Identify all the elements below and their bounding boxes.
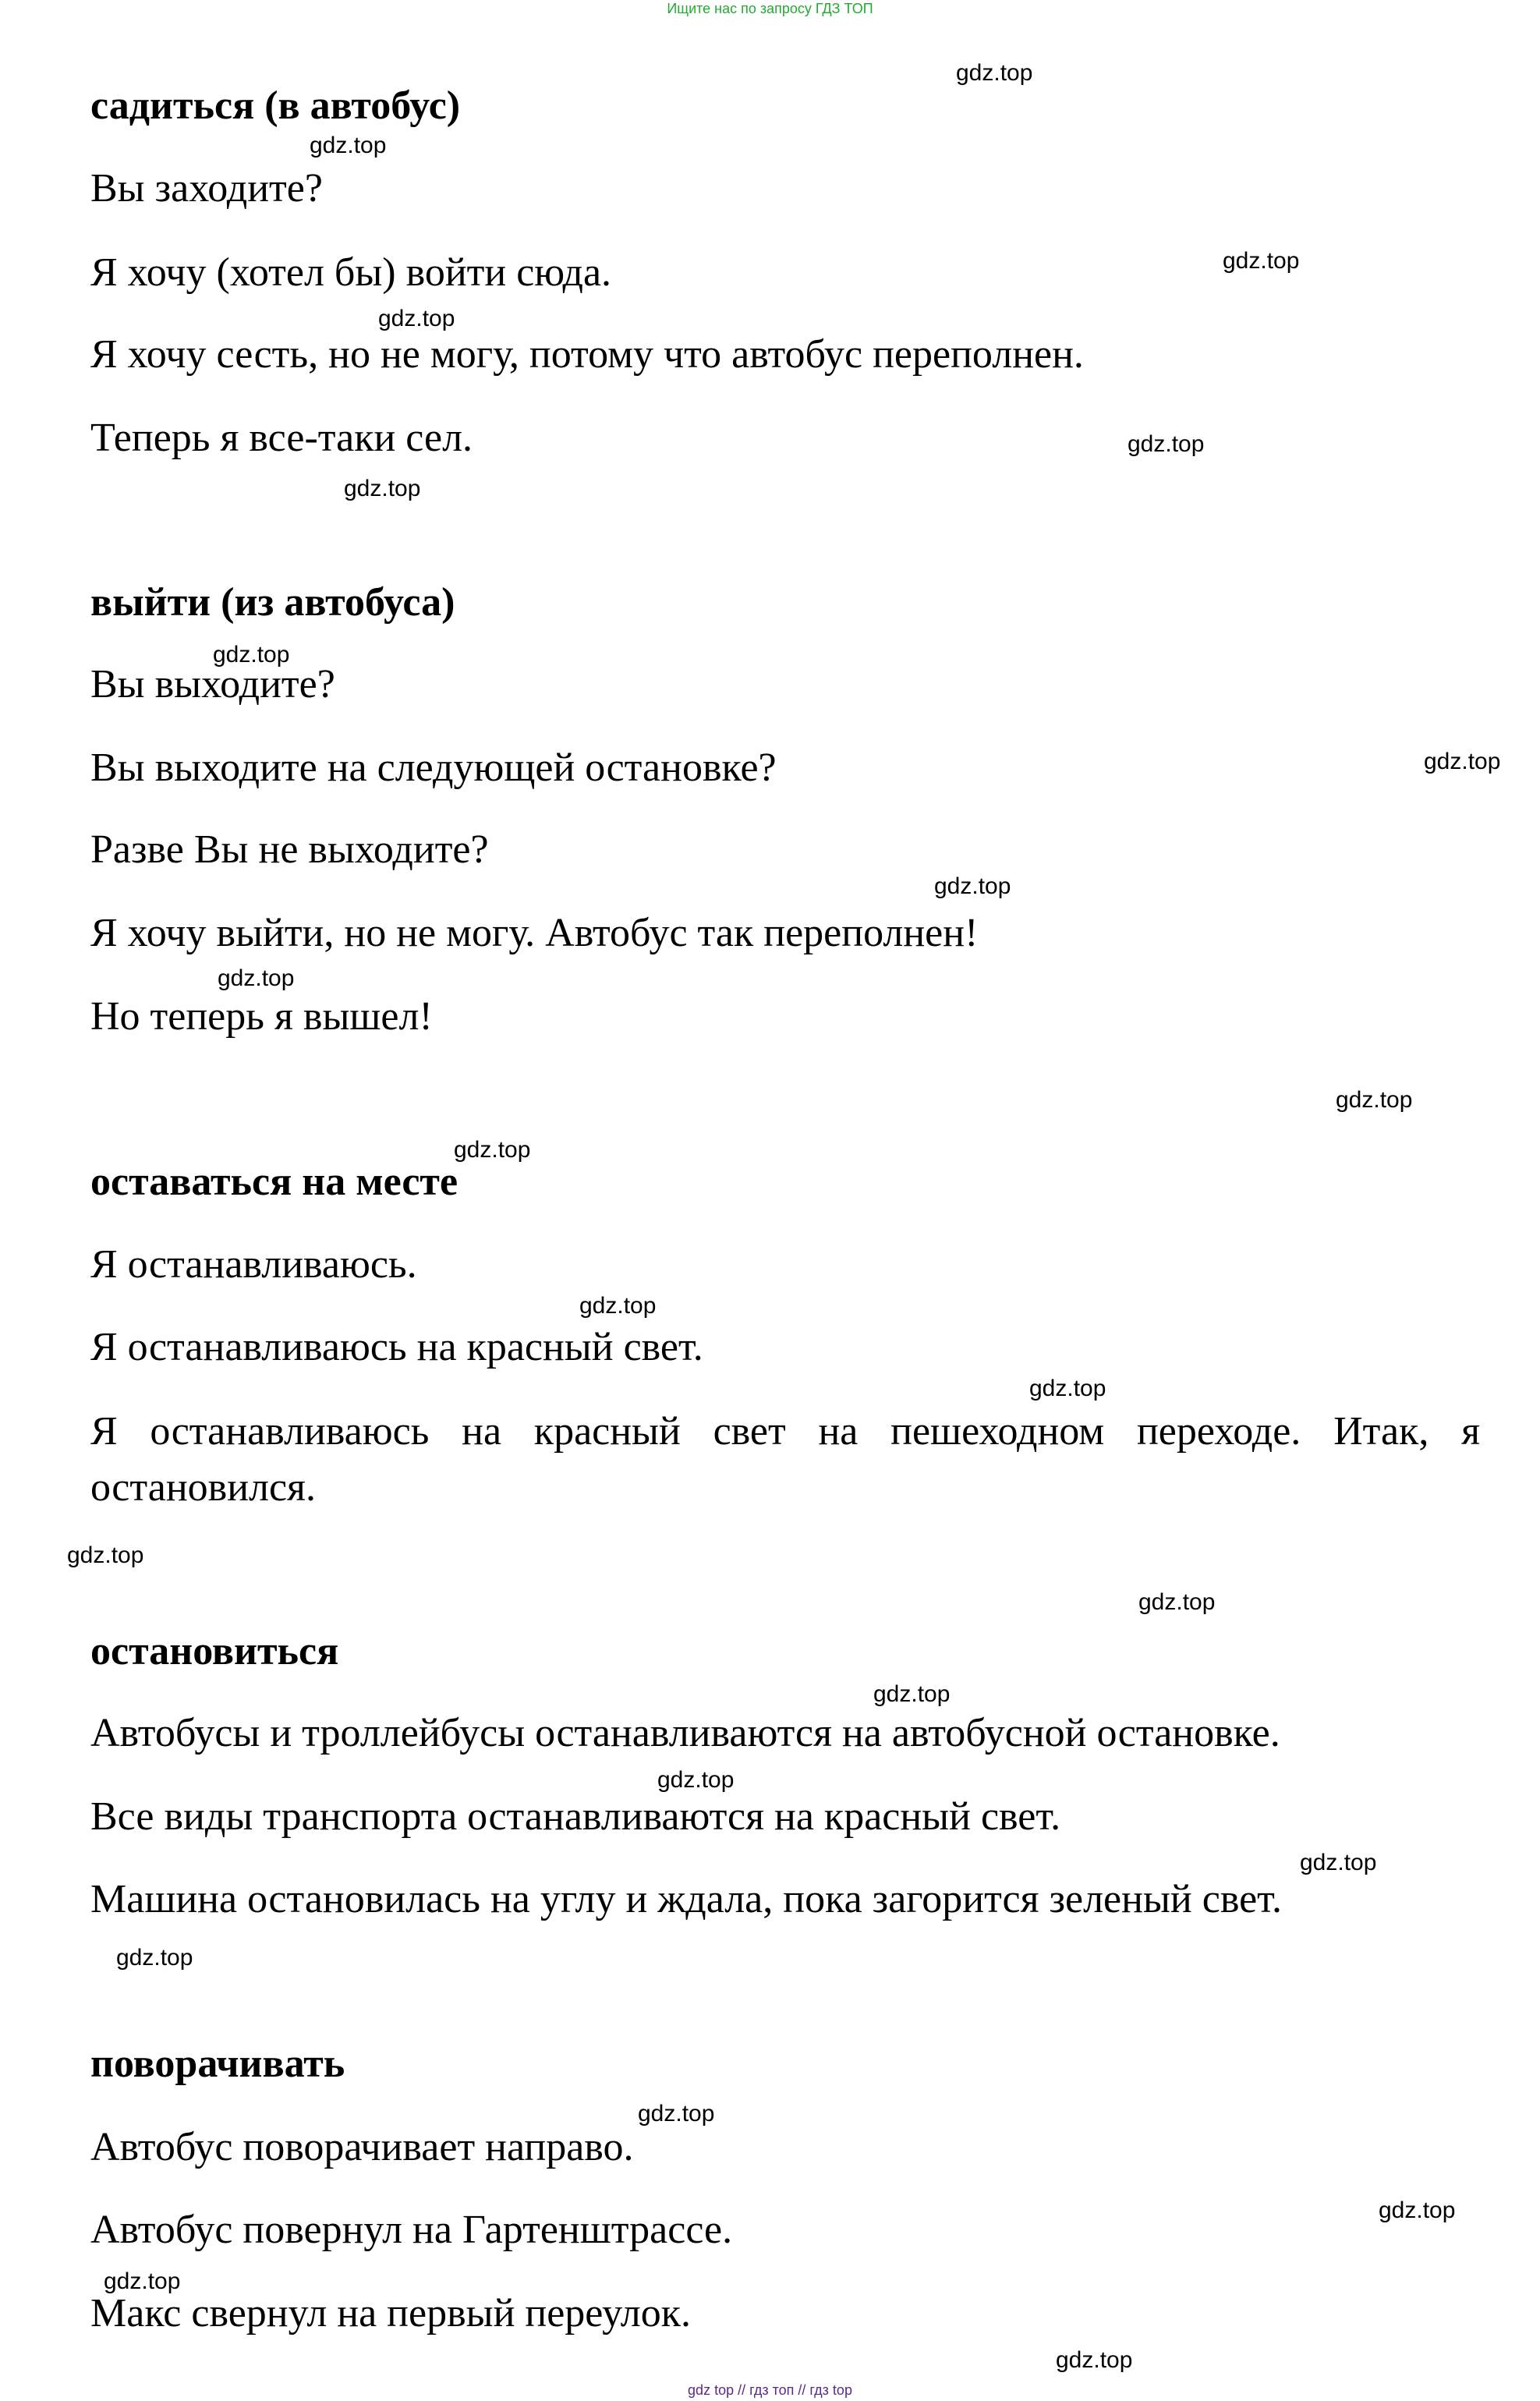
sentence: Но теперь я вышел! bbox=[90, 994, 433, 1039]
watermark: gdz.top bbox=[579, 1293, 657, 1319]
sentence: Вы выходите? bbox=[90, 662, 335, 706]
watermark: gdz.top bbox=[454, 1137, 531, 1163]
sentence: Я хочу выйти, но не могу. Автобус так переполнен! bbox=[90, 911, 979, 955]
sentence: Я останавливаюсь на красный свет. bbox=[90, 1325, 703, 1369]
section-heading: поворачивать bbox=[90, 2042, 345, 2086]
sentence: Вы заходите? bbox=[90, 166, 323, 211]
sentence: Автобус поворачивает направо. bbox=[90, 2125, 634, 2169]
watermark: gdz.top bbox=[218, 965, 295, 991]
watermark: gdz.top bbox=[657, 1767, 735, 1793]
watermark: gdz.top bbox=[1056, 2347, 1133, 2373]
section-heading: садиться (в автобус) bbox=[90, 83, 461, 128]
sentence: Вы выходите на следующей остановке? bbox=[90, 745, 777, 790]
section-heading: выйти (из автобуса) bbox=[90, 580, 455, 625]
sentence: Автобусы и троллейбусы останавливаются на автобусной остановке. bbox=[90, 1711, 1280, 1755]
watermark: gdz.top bbox=[344, 476, 421, 501]
sentence: Автобус повернул на Гартенштрассе. bbox=[90, 2208, 733, 2252]
sentence-paragraph: Я останавливаюсь на красный свет на пешеходном переходе. Итак, я остановился. bbox=[90, 1409, 1480, 1510]
sentence: Разве Вы не выходите? bbox=[90, 827, 489, 872]
sentence: Машина остановилась на углу и ждала, пока загорится зеленый свет. bbox=[90, 1877, 1282, 1921]
sentence: Макс свернул на первый переулок. bbox=[90, 2291, 692, 2335]
watermark: gdz.top bbox=[378, 306, 455, 331]
watermark: gdz.top bbox=[67, 1542, 144, 1568]
watermark: gdz.top bbox=[1029, 1376, 1106, 1401]
watermark: gdz.top bbox=[1300, 1850, 1377, 1875]
top-note: Ищите нас по запросу ГДЗ ТОП bbox=[667, 1, 873, 16]
watermark: gdz.top bbox=[213, 642, 290, 668]
watermark: gdz.top bbox=[1424, 749, 1501, 774]
watermark: gdz.top bbox=[104, 2268, 181, 2294]
watermark: gdz.top bbox=[873, 1681, 951, 1707]
watermark: gdz.top bbox=[1223, 248, 1300, 274]
watermark: gdz.top bbox=[638, 2101, 715, 2127]
sentence: Все виды транспорта останавливаются на красный свет. bbox=[90, 1794, 1061, 1839]
watermark: gdz.top bbox=[934, 873, 1011, 899]
footer-links: gdz top // гдз топ // гдз top bbox=[688, 2382, 852, 2398]
sentence: Я останавливаюсь. bbox=[90, 1242, 417, 1287]
section-heading: оставаться на месте bbox=[90, 1160, 458, 1204]
watermark: gdz.top bbox=[956, 60, 1033, 86]
watermark: gdz.top bbox=[1138, 1589, 1216, 1615]
watermark: gdz.top bbox=[310, 133, 387, 158]
watermark: gdz.top bbox=[116, 1945, 193, 1971]
sentence: Я хочу сесть, но не могу, потому что автобус переполнен. bbox=[90, 332, 1084, 377]
sentence: Я хочу (хотел бы) войти сюда. bbox=[90, 250, 612, 295]
watermark: gdz.top bbox=[1128, 431, 1205, 457]
watermark: gdz.top bbox=[1379, 2197, 1456, 2223]
sentence: Теперь я все-таки сел. bbox=[90, 416, 473, 460]
watermark: gdz.top bbox=[1336, 1087, 1413, 1113]
section-heading: остановиться bbox=[90, 1629, 339, 1673]
